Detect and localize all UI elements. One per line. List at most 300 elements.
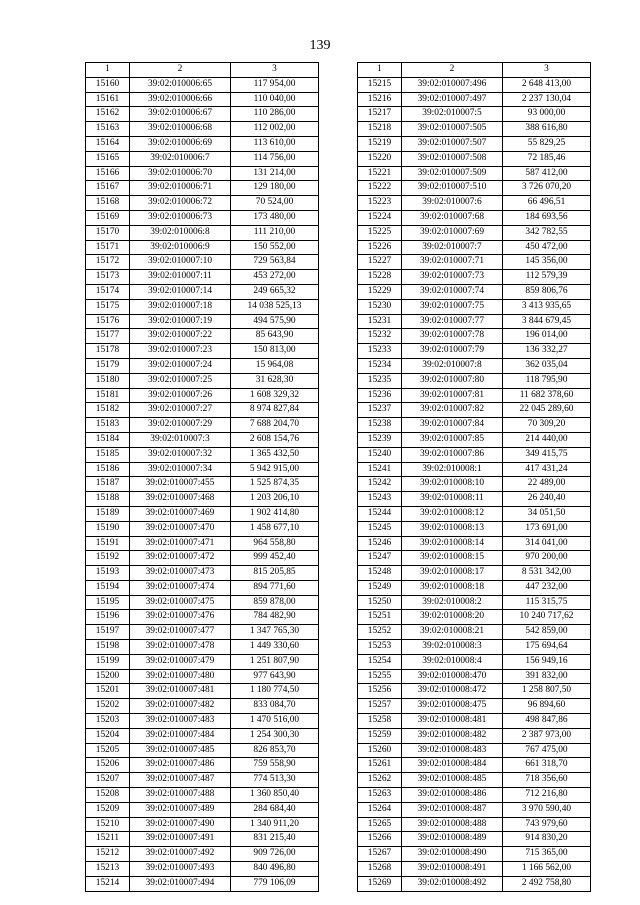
table-row: [358, 832, 591, 847]
cadastral-number-cell: 39:02:010007:482: [130, 699, 231, 714]
table-row: [358, 580, 591, 595]
value-cell: 453 272,00: [231, 270, 319, 285]
row-number-cell: 15173: [86, 270, 130, 285]
table-row: [86, 506, 319, 521]
row-number-cell: 15179: [86, 358, 130, 373]
table-row: [86, 418, 319, 433]
cadastral-number-cell: 39:02:010007:488: [130, 788, 231, 803]
value-cell: 2 608 154,76: [231, 432, 319, 447]
cadastral-number-cell: 39:02:010007:476: [130, 610, 231, 625]
value-cell: 34 051,50: [503, 506, 591, 521]
row-number-cell: 15204: [86, 728, 130, 743]
row-number-cell: 15248: [358, 566, 402, 581]
value-cell: 859 806,76: [503, 284, 591, 299]
value-cell: 342 782,55: [503, 225, 591, 240]
value-cell: 15 964,08: [231, 358, 319, 373]
table-row: [86, 196, 319, 211]
cadastral-number-cell: 39:02:010007:86: [402, 447, 503, 462]
cadastral-number-cell: 39:02:010007:510: [402, 181, 503, 196]
row-number-cell: 15213: [86, 862, 130, 877]
value-cell: 767 475,00: [503, 743, 591, 758]
value-cell: 977 643,90: [231, 669, 319, 684]
table-row: [86, 136, 319, 151]
row-number-cell: 15252: [358, 625, 402, 640]
left-table-body: [86, 77, 319, 891]
row-number-cell: 15169: [86, 210, 130, 225]
value-cell: 1 166 562,00: [503, 862, 591, 877]
value-cell: 8 531 342,00: [503, 566, 591, 581]
cadastral-number-cell: 39:02:010008:15: [402, 551, 503, 566]
value-cell: 542 859,00: [503, 625, 591, 640]
value-cell: 718 356,60: [503, 773, 591, 788]
value-cell: 391 832,00: [503, 669, 591, 684]
row-number-cell: 15233: [358, 344, 402, 359]
value-cell: 494 575,90: [231, 314, 319, 329]
table-row: [86, 876, 319, 891]
row-number-cell: 15203: [86, 714, 130, 729]
cadastral-number-cell: 39:02:010007:509: [402, 166, 503, 181]
row-number-cell: 15254: [358, 654, 402, 669]
cadastral-number-cell: 39:02:010008:470: [402, 669, 503, 684]
value-cell: 1 360 850,40: [231, 788, 319, 803]
row-number-cell: 15190: [86, 521, 130, 536]
row-number-cell: 15231: [358, 314, 402, 329]
row-number-cell: 15224: [358, 210, 402, 225]
value-cell: 3 413 935,65: [503, 299, 591, 314]
table-row: [358, 403, 591, 418]
cadastral-number-cell: 39:02:010007:6: [402, 196, 503, 211]
value-cell: 7 688 204,70: [231, 418, 319, 433]
row-number-cell: 15161: [86, 92, 130, 107]
table-row: [86, 743, 319, 758]
cadastral-number-cell: 39:02:010008:492: [402, 876, 503, 891]
row-number-cell: 15228: [358, 270, 402, 285]
table-row: [86, 92, 319, 107]
value-cell: 1 902 414,80: [231, 506, 319, 521]
row-number-cell: 15263: [358, 788, 402, 803]
table-row: [86, 299, 319, 314]
value-cell: 249 665,32: [231, 284, 319, 299]
row-number-cell: 15229: [358, 284, 402, 299]
value-cell: 447 232,00: [503, 580, 591, 595]
row-number-cell: 15162: [86, 107, 130, 122]
row-number-cell: 15216: [358, 92, 402, 107]
column-header-2: 2: [402, 63, 503, 78]
value-cell: 14 038 525,13: [231, 299, 319, 314]
row-number-cell: 15182: [86, 403, 130, 418]
cadastral-number-cell: 39:02:010008:2: [402, 595, 503, 610]
table-row: [86, 403, 319, 418]
value-cell: 145 356,00: [503, 255, 591, 270]
row-number-cell: 15171: [86, 240, 130, 255]
cadastral-number-cell: 39:02:010008:490: [402, 847, 503, 862]
table-row: [86, 788, 319, 803]
table-row: [358, 314, 591, 329]
row-number-cell: 15222: [358, 181, 402, 196]
cadastral-number-cell: 39:02:010007:78: [402, 329, 503, 344]
row-number-cell: 15160: [86, 77, 130, 92]
cadastral-number-cell: 39:02:010007:19: [130, 314, 231, 329]
row-number-cell: 15177: [86, 329, 130, 344]
cadastral-number-cell: 39:02:010007:8: [402, 358, 503, 373]
table-row: [358, 684, 591, 699]
value-cell: 2 237 130,04: [503, 92, 591, 107]
cadastral-number-cell: 39:02:010008:14: [402, 536, 503, 551]
value-cell: 22 045 289,60: [503, 403, 591, 418]
cadastral-number-cell: 39:02:010007:496: [402, 77, 503, 92]
row-number-cell: 15184: [86, 432, 130, 447]
table-row: [358, 196, 591, 211]
cadastral-number-cell: 39:02:010007:497: [402, 92, 503, 107]
cadastral-number-cell: 39:02:010006:72: [130, 196, 231, 211]
table-row: [86, 358, 319, 373]
table-row: [358, 551, 591, 566]
row-number-cell: 15223: [358, 196, 402, 211]
cadastral-number-cell: 39:02:010007:481: [130, 684, 231, 699]
row-number-cell: 15269: [358, 876, 402, 891]
cadastral-number-cell: 39:02:010007:25: [130, 373, 231, 388]
value-cell: 1 449 330,60: [231, 640, 319, 655]
table-row: [358, 284, 591, 299]
table-row: [358, 418, 591, 433]
cadastral-number-cell: 39:02:010007:507: [402, 136, 503, 151]
table-row: [358, 462, 591, 477]
value-cell: 70 524,00: [231, 196, 319, 211]
table-row: [86, 654, 319, 669]
table-row: [86, 329, 319, 344]
table-row: [86, 122, 319, 137]
table-row: [86, 817, 319, 832]
value-cell: 1 365 432,50: [231, 447, 319, 462]
cadastral-number-cell: 39:02:010006:8: [130, 225, 231, 240]
cadastral-number-cell: 39:02:010007:490: [130, 817, 231, 832]
cadastral-number-cell: 39:02:010007:471: [130, 536, 231, 551]
row-number-cell: 15166: [86, 166, 130, 181]
row-number-cell: 15215: [358, 77, 402, 92]
cadastral-number-cell: 39:02:010006:9: [130, 240, 231, 255]
table-row: [86, 714, 319, 729]
table-row: [358, 122, 591, 137]
row-number-cell: 15163: [86, 122, 130, 137]
value-cell: 914 830,20: [503, 832, 591, 847]
value-cell: 3 726 070,20: [503, 181, 591, 196]
row-number-cell: 15205: [86, 743, 130, 758]
row-number-cell: 15261: [358, 758, 402, 773]
value-cell: 173 480,00: [231, 210, 319, 225]
cadastral-number-cell: 39:02:010008:485: [402, 773, 503, 788]
value-cell: 498 847,86: [503, 714, 591, 729]
cadastral-number-cell: 39:02:010007:7: [402, 240, 503, 255]
value-cell: 587 412,00: [503, 166, 591, 181]
value-cell: 715 365,00: [503, 847, 591, 862]
row-number-cell: 15247: [358, 551, 402, 566]
table-row: [358, 329, 591, 344]
value-cell: 1 458 677,10: [231, 521, 319, 536]
cadastral-number-cell: 39:02:010008:475: [402, 699, 503, 714]
value-cell: 117 954,00: [231, 77, 319, 92]
row-number-cell: 15194: [86, 580, 130, 595]
table-row: [358, 625, 591, 640]
table-row: [358, 714, 591, 729]
value-cell: 1 525 874,35: [231, 477, 319, 492]
table-row: [86, 699, 319, 714]
value-cell: 131 214,00: [231, 166, 319, 181]
row-number-cell: 15242: [358, 477, 402, 492]
row-number-cell: 15239: [358, 432, 402, 447]
cadastral-number-cell: 39:02:010007:455: [130, 477, 231, 492]
row-number-cell: 15238: [358, 418, 402, 433]
value-cell: 729 563,84: [231, 255, 319, 270]
cadastral-number-cell: 39:02:010007:29: [130, 418, 231, 433]
cadastral-number-cell: 39:02:010007:18: [130, 299, 231, 314]
value-cell: 826 853,70: [231, 743, 319, 758]
cadastral-number-cell: 39:02:010007:85: [402, 432, 503, 447]
row-number-cell: 15255: [358, 669, 402, 684]
cadastral-number-cell: 39:02:010007:79: [402, 344, 503, 359]
value-cell: 894 771,60: [231, 580, 319, 595]
value-cell: 111 210,00: [231, 225, 319, 240]
cadastral-number-cell: 39:02:010007:11: [130, 270, 231, 285]
value-cell: 964 558,80: [231, 536, 319, 551]
table-row: [358, 107, 591, 122]
row-number-cell: 15168: [86, 196, 130, 211]
cadastral-number-cell: 39:02:010007:68: [402, 210, 503, 225]
right-table: [357, 62, 591, 892]
cadastral-number-cell: 39:02:010007:3: [130, 432, 231, 447]
value-cell: 66 496,51: [503, 196, 591, 211]
row-number-cell: 15246: [358, 536, 402, 551]
table-row: [86, 492, 319, 507]
table-row: [358, 358, 591, 373]
right-table-body: [358, 77, 591, 891]
row-number-cell: 15186: [86, 462, 130, 477]
row-number-cell: 15250: [358, 595, 402, 610]
row-number-cell: 15198: [86, 640, 130, 655]
row-number-cell: 15243: [358, 492, 402, 507]
table-row: [86, 684, 319, 699]
cadastral-number-cell: 39:02:010007:477: [130, 625, 231, 640]
cadastral-number-cell: 39:02:010007:22: [130, 329, 231, 344]
table-row: [358, 521, 591, 536]
row-number-cell: 15258: [358, 714, 402, 729]
table-row: [86, 107, 319, 122]
cadastral-number-cell: 39:02:010006:73: [130, 210, 231, 225]
value-cell: 784 482,90: [231, 610, 319, 625]
cadastral-number-cell: 39:02:010007:487: [130, 773, 231, 788]
value-cell: 1 180 774,50: [231, 684, 319, 699]
row-number-cell: 15240: [358, 447, 402, 462]
cadastral-number-cell: 39:02:010007:5: [402, 107, 503, 122]
row-number-cell: 15208: [86, 788, 130, 803]
row-number-cell: 15251: [358, 610, 402, 625]
cadastral-number-cell: 39:02:010008:489: [402, 832, 503, 847]
table-row: [358, 699, 591, 714]
value-cell: 2 648 413,00: [503, 77, 591, 92]
row-number-cell: 15188: [86, 492, 130, 507]
table-row: [86, 802, 319, 817]
table-row: [86, 477, 319, 492]
table-row: [358, 862, 591, 877]
cadastral-number-cell: 39:02:010007:505: [402, 122, 503, 137]
row-number-cell: 15236: [358, 388, 402, 403]
table-row: [358, 344, 591, 359]
value-cell: 11 682 378,60: [503, 388, 591, 403]
cadastral-number-cell: 39:02:010008:11: [402, 492, 503, 507]
cadastral-number-cell: 39:02:010007:23: [130, 344, 231, 359]
row-number-cell: 15226: [358, 240, 402, 255]
table-row: [86, 447, 319, 462]
cadastral-number-cell: 39:02:010007:77: [402, 314, 503, 329]
table-row: [86, 640, 319, 655]
table-row: [86, 773, 319, 788]
row-number-cell: 15257: [358, 699, 402, 714]
table-row: [86, 758, 319, 773]
value-cell: 114 756,00: [231, 151, 319, 166]
value-cell: 349 415,75: [503, 447, 591, 462]
table-row: [86, 181, 319, 196]
row-number-cell: 15266: [358, 832, 402, 847]
row-number-cell: 15172: [86, 255, 130, 270]
cadastral-number-cell: 39:02:010007:71: [402, 255, 503, 270]
value-cell: 1 258 807,50: [503, 684, 591, 699]
cadastral-number-cell: 39:02:010007:75: [402, 299, 503, 314]
row-number-cell: 15195: [86, 595, 130, 610]
column-header-2: 2: [130, 63, 231, 78]
value-cell: 150 552,00: [231, 240, 319, 255]
cadastral-number-cell: 39:02:010007:468: [130, 492, 231, 507]
table-row: [86, 566, 319, 581]
table-row: [358, 610, 591, 625]
row-number-cell: 15185: [86, 447, 130, 462]
row-number-cell: 15189: [86, 506, 130, 521]
cadastral-number-cell: 39:02:010007:469: [130, 506, 231, 521]
cadastral-number-cell: 39:02:010008:4: [402, 654, 503, 669]
table-row: [358, 492, 591, 507]
value-cell: 759 558,90: [231, 758, 319, 773]
row-number-cell: 15191: [86, 536, 130, 551]
row-number-cell: 15181: [86, 388, 130, 403]
table-row: [358, 788, 591, 803]
cadastral-number-cell: 39:02:010006:7: [130, 151, 231, 166]
row-number-cell: 15244: [358, 506, 402, 521]
cadastral-number-cell: 39:02:010007:84: [402, 418, 503, 433]
row-number-cell: 15230: [358, 299, 402, 314]
row-number-cell: 15260: [358, 743, 402, 758]
table-row: [358, 640, 591, 655]
cadastral-number-cell: 39:02:010007:69: [402, 225, 503, 240]
row-number-cell: 15192: [86, 551, 130, 566]
cadastral-number-cell: 39:02:010008:1: [402, 462, 503, 477]
row-number-cell: 15232: [358, 329, 402, 344]
row-number-cell: 15178: [86, 344, 130, 359]
cadastral-number-cell: 39:02:010007:475: [130, 595, 231, 610]
table-row: [358, 654, 591, 669]
cadastral-number-cell: 39:02:010006:70: [130, 166, 231, 181]
value-cell: 314 041,00: [503, 536, 591, 551]
row-number-cell: 15249: [358, 580, 402, 595]
cadastral-number-cell: 39:02:010006:68: [130, 122, 231, 137]
table-header-row: [358, 63, 591, 78]
row-number-cell: 15225: [358, 225, 402, 240]
cadastral-number-cell: 39:02:010008:13: [402, 521, 503, 536]
row-number-cell: 15165: [86, 151, 130, 166]
column-header-3: 3: [503, 63, 591, 78]
table-row: [86, 847, 319, 862]
table-row: [358, 817, 591, 832]
row-number-cell: 15256: [358, 684, 402, 699]
value-cell: 10 240 717,62: [503, 610, 591, 625]
value-cell: 417 431,24: [503, 462, 591, 477]
row-number-cell: 15183: [86, 418, 130, 433]
row-number-cell: 15214: [86, 876, 130, 891]
value-cell: 970 200,00: [503, 551, 591, 566]
cadastral-number-cell: 39:02:010007:493: [130, 862, 231, 877]
value-cell: 1 347 765,30: [231, 625, 319, 640]
value-cell: 31 628,30: [231, 373, 319, 388]
cadastral-number-cell: 39:02:010007:483: [130, 714, 231, 729]
table-row: [86, 551, 319, 566]
table-row: [358, 136, 591, 151]
row-number-cell: 15207: [86, 773, 130, 788]
value-cell: 362 035,04: [503, 358, 591, 373]
table-row: [358, 388, 591, 403]
value-cell: 184 693,56: [503, 210, 591, 225]
row-number-cell: 15212: [86, 847, 130, 862]
cadastral-number-cell: 39:02:010007:472: [130, 551, 231, 566]
cadastral-number-cell: 39:02:010006:71: [130, 181, 231, 196]
cadastral-number-cell: 39:02:010007:470: [130, 521, 231, 536]
table-row: [86, 536, 319, 551]
table-row: [358, 210, 591, 225]
cadastral-number-cell: 39:02:010007:508: [402, 151, 503, 166]
cadastral-number-cell: 39:02:010007:74: [402, 284, 503, 299]
cadastral-number-cell: 39:02:010007:10: [130, 255, 231, 270]
value-cell: 1 608 329,32: [231, 388, 319, 403]
value-cell: 136 332,27: [503, 344, 591, 359]
row-number-cell: 15245: [358, 521, 402, 536]
cadastral-number-cell: 39:02:010008:481: [402, 714, 503, 729]
cadastral-number-cell: 39:02:010007:484: [130, 728, 231, 743]
table-row: [358, 255, 591, 270]
cadastral-number-cell: 39:02:010008:3: [402, 640, 503, 655]
cadastral-number-cell: 39:02:010008:10: [402, 477, 503, 492]
cadastral-number-cell: 39:02:010006:66: [130, 92, 231, 107]
value-cell: 72 185,46: [503, 151, 591, 166]
cadastral-number-cell: 39:02:010007:485: [130, 743, 231, 758]
row-number-cell: 15217: [358, 107, 402, 122]
cadastral-number-cell: 39:02:010007:492: [130, 847, 231, 862]
cadastral-number-cell: 39:02:010008:482: [402, 728, 503, 743]
table-row: [86, 432, 319, 447]
value-cell: 150 813,00: [231, 344, 319, 359]
cadastral-number-cell: 39:02:010007:27: [130, 403, 231, 418]
cadastral-number-cell: 39:02:010007:26: [130, 388, 231, 403]
table-row: [86, 284, 319, 299]
table-row: [86, 240, 319, 255]
value-cell: 840 496,80: [231, 862, 319, 877]
table-row: [86, 314, 319, 329]
value-cell: 2 387 973,00: [503, 728, 591, 743]
cadastral-number-cell: 39:02:010007:474: [130, 580, 231, 595]
table-row: [86, 832, 319, 847]
table-row: [86, 210, 319, 225]
cadastral-number-cell: 39:02:010007:480: [130, 669, 231, 684]
cadastral-number-cell: 39:02:010006:69: [130, 136, 231, 151]
cadastral-number-cell: 39:02:010008:488: [402, 817, 503, 832]
value-cell: 1 251 807,90: [231, 654, 319, 669]
row-number-cell: 15265: [358, 817, 402, 832]
value-cell: 156 949,16: [503, 654, 591, 669]
